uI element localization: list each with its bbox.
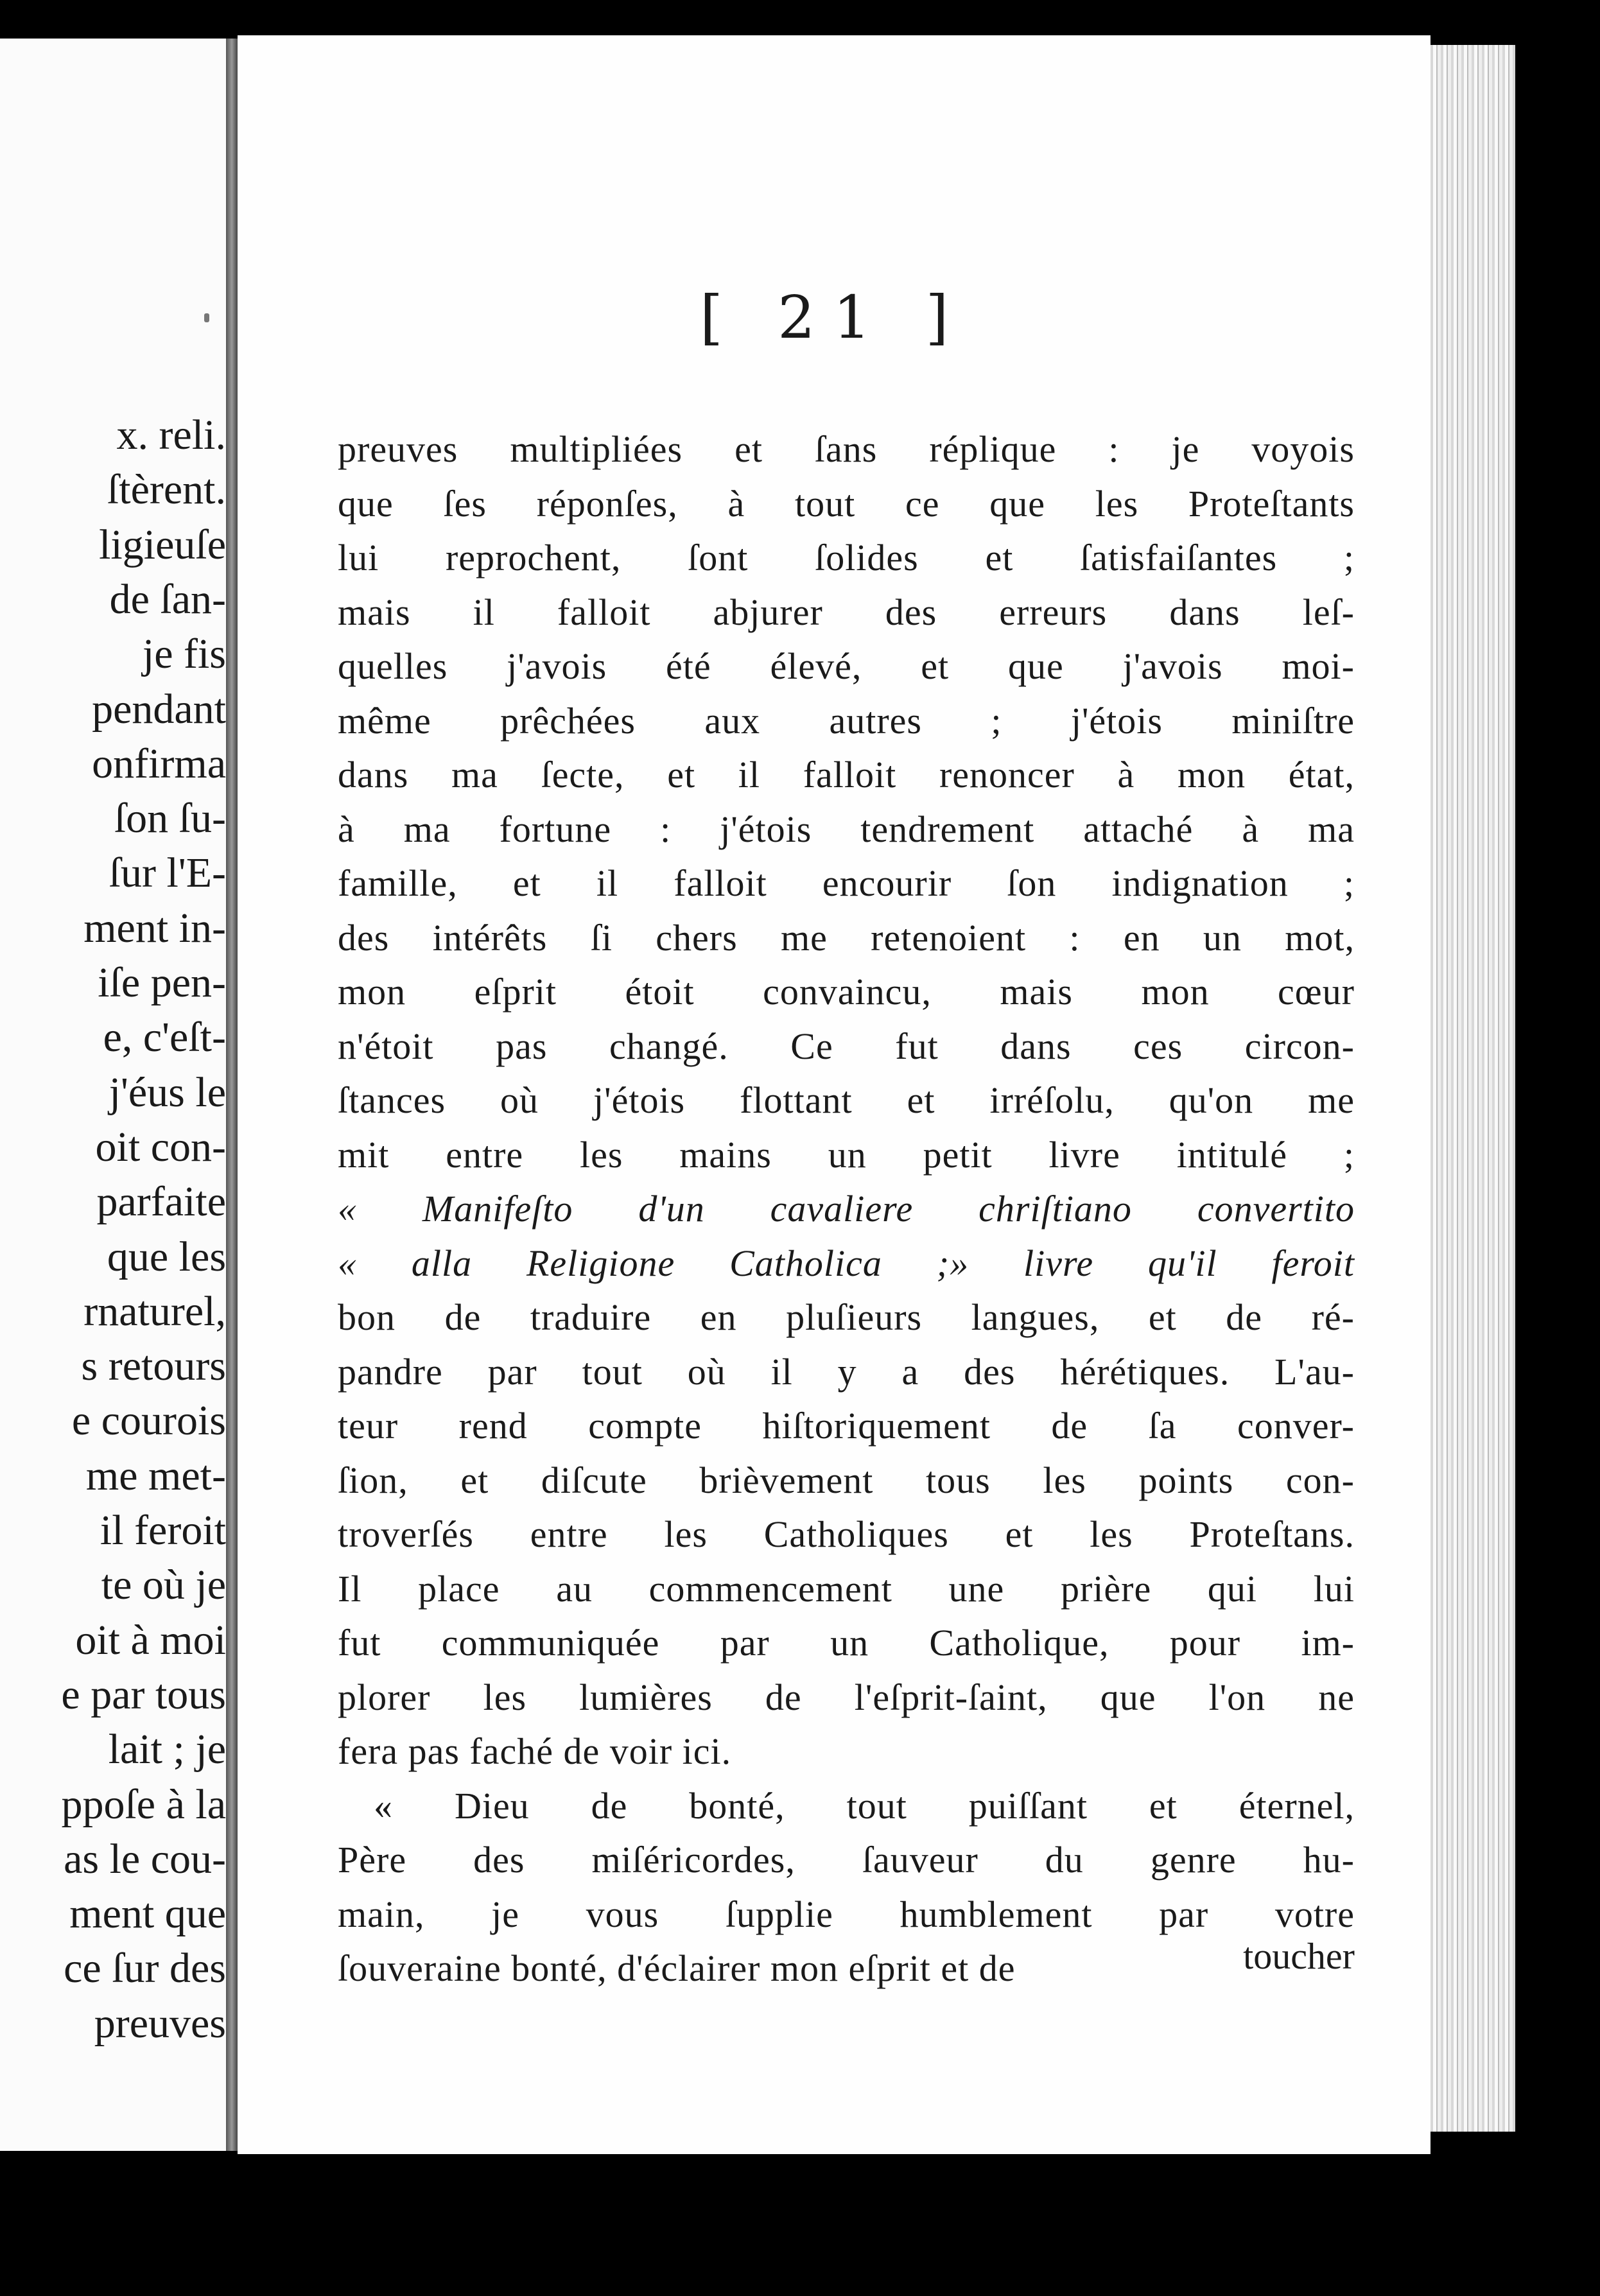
text-line: ſtances où j'étois flottant et irréſolu, qu'on me [338,1079,1355,1121]
left-page-line: ment in- [83,904,226,952]
text-line: mais il falloit abjurer des erreurs dans leſ- [338,591,1355,633]
text-line: ſouveraine bonté, d'éclairer mon eſprit et de [338,1947,1016,1989]
left-page-line: il feroit [100,1507,226,1554]
text-line: plorer les lumières de l'eſprit-ſaint, que l'on ne [338,1676,1355,1718]
text-line: « alla Religione Catholica ;» livre qu'il feroit [338,1242,1355,1284]
catchword: toucher [1243,1935,1355,1977]
left-page-line: oit con- [95,1123,226,1170]
text-line: mit entre les mains un petit livre intitulé ; [338,1133,1355,1176]
text-line: « Manifeſto d'un cavaliere chriſtiano convertito [338,1188,1355,1230]
page-edges [1430,45,1515,2132]
text-line: ſion, et diſcute brièvement tous les points con- [338,1459,1355,1501]
left-page-line: iſe pen- [98,959,226,1006]
left-page-line: de ſan- [109,575,226,623]
left-page-line: ment que [69,1890,226,1938]
left-page-line: ſtèrent. [107,466,226,514]
text-line: « Dieu de bonté, tout puiſſant et éternel, [374,1784,1355,1827]
left-page-line: ce ſur des [64,1945,226,1992]
text-line: mon eſprit étoit convaincu, mais mon cœur [338,971,1355,1013]
text-line: fera pas faché de voir ici. [338,1730,732,1772]
left-page-line: ligieuſe [99,521,226,568]
left-page-line: rnaturel, [83,1287,226,1335]
left-page-line: j'éus le [109,1068,226,1116]
text-line: teur rend compte hiſtoriquement de ſa conver- [338,1405,1355,1447]
left-page-line: ppoſe à la [61,1780,226,1828]
left-page-line: parfaite [96,1178,226,1226]
left-page-line: pendant [92,685,226,733]
text-line: bon de traduire en pluſieurs langues, et de ré- [338,1296,1355,1338]
text-line: n'étoit pas changé. Ce fut dans ces circon- [338,1025,1355,1067]
text-line: troverſés entre les Catholiques et les Proteſtans. [338,1513,1355,1555]
book-gutter [226,39,238,2151]
text-line: main, je vous ſupplie humblement par votre [338,1893,1355,1935]
text-line: même prêchées aux autres ; j'étois miniſtre [338,699,1355,742]
text-line: famille, et il falloit encourir ſon indignation ; [338,862,1355,904]
body-text [338,422,1355,1996]
left-page-line: as le cou- [64,1835,226,1883]
text-line: quelles j'avois été élevé, et que j'avois moi- [338,645,1355,687]
text-line: des intérêts ſi chers me retenoient : en un mot, [338,916,1355,959]
text-line: pandre par tout où il y a des hérétiques. L'au- [338,1350,1355,1393]
text-line: à ma fortune : j'étois tendrement attaché à ma [338,808,1355,850]
left-page-line: s retours [81,1343,226,1390]
text-line: preuves multipliées et ſans réplique : je voyois [338,428,1355,470]
page-number: [ 21 ] [700,283,967,352]
left-page-line: ſon ſu- [114,795,226,842]
left-page-line: je fis [142,631,226,678]
left-page-line: e courois [71,1397,226,1445]
left-page [0,39,226,2151]
left-page-line: e, c'eſt- [103,1014,226,1061]
text-line: Il place au commencement une prière qui lui [338,1567,1355,1610]
left-page-line: onfirma [92,740,226,787]
left-page-line: preuves [94,1999,226,2047]
text-line: que ſes réponſes, à tout ce que les Proteſtants [338,482,1355,525]
left-page-line: que les [107,1233,226,1280]
left-page-line: ſur l'E- [109,849,226,897]
left-page-line: x. reli. [116,412,226,458]
left-page-line: me met- [85,1452,226,1499]
text-line: lui reprochent, ſont ſolides et ſatisfaiſantes ; [338,537,1355,578]
left-page-line: lait ; je [108,1726,226,1773]
left-page-line: oit à moi [75,1616,226,1664]
left-page-line: e par tous [61,1671,226,1718]
text-line: Père des miſéricordes, ſauveur du genre hu- [338,1839,1355,1881]
ink-mark [204,313,209,322]
text-line: fut communiquée par un Catholique, pour im- [338,1622,1355,1664]
text-line: dans ma ſecte, et il falloit renoncer à mon état, [338,754,1355,796]
left-page-line: te où je [101,1561,226,1609]
